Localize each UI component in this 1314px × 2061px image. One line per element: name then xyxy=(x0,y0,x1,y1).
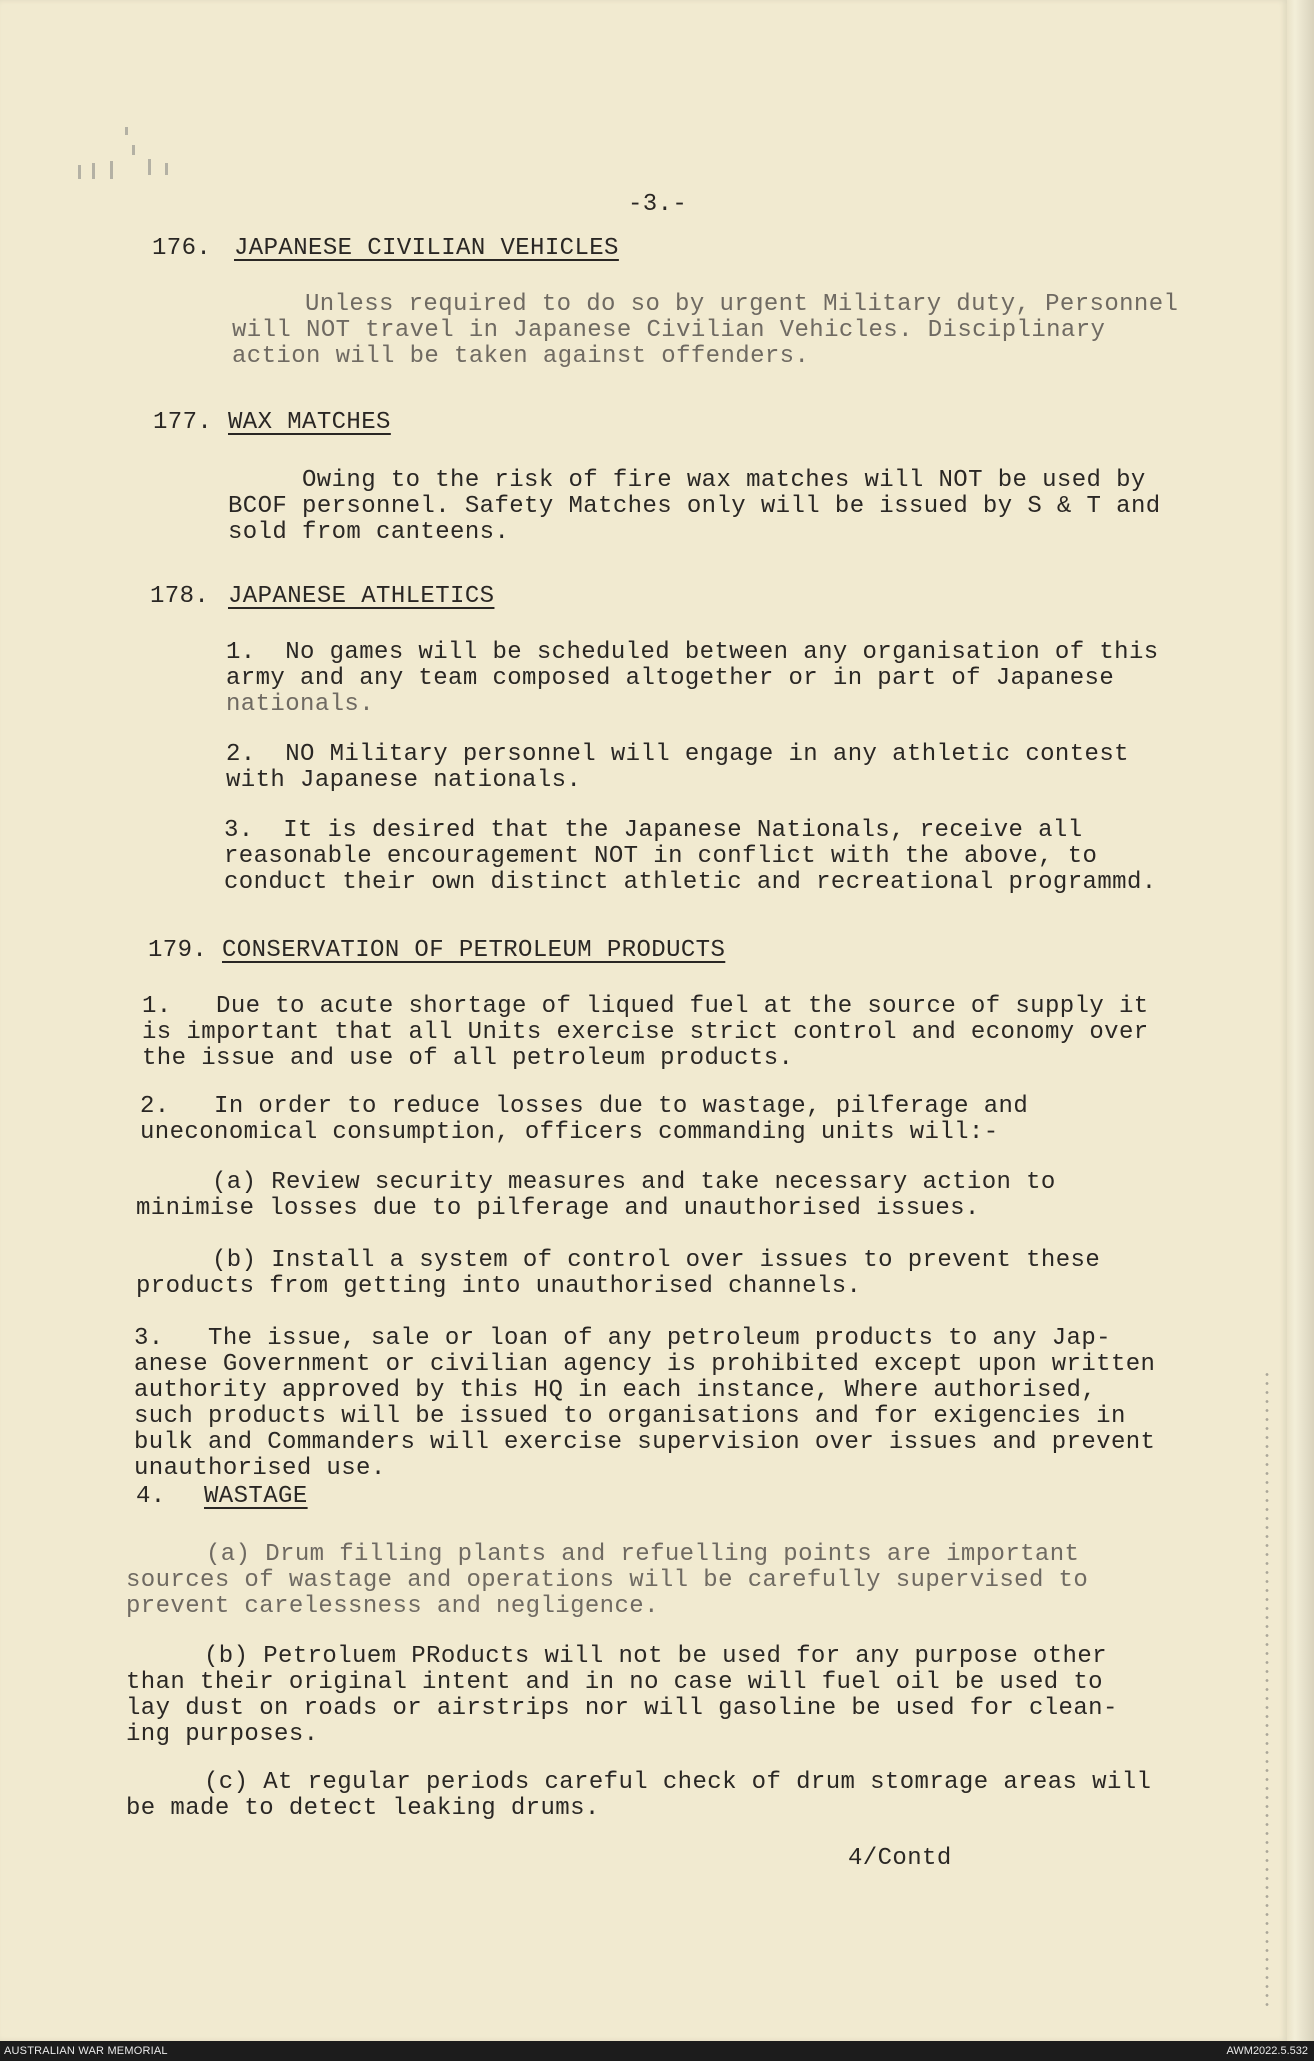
section-176-line-3: action will be taken against offenders. xyxy=(232,343,810,370)
section-179-p3-line-5: bulk and Commanders will exercise supervision over issues and prevent xyxy=(134,1429,1156,1456)
section-4-pa-line-2: sources of wastage and operations will be carefully supervised to xyxy=(126,1567,1089,1594)
section-179-p3-line-6: unauthorised use. xyxy=(134,1455,386,1482)
section-179-p3-line-2: anese Government or civilian agency is prohibited except upon written xyxy=(134,1351,1156,1378)
footer-institution: AUSTRALIAN WAR MEMORIAL xyxy=(4,2045,168,2057)
section-178-p2-line-2: with Japanese nationals. xyxy=(226,767,582,794)
section-178-p1-line-2: army and any team composed altogether or in part of Japanese xyxy=(226,665,1115,692)
section-178-p3-line-3: conduct their own distinct athletic and recreational programmd. xyxy=(224,869,1157,896)
section-179-p3-line-1: 3. The issue, sale or loan of any petroleum products to any Jap- xyxy=(134,1325,1111,1352)
section-178-number: 178. xyxy=(150,583,210,610)
section-178-p3-line-1: 3. It is desired that the Japanese Nationals, receive all xyxy=(224,817,1083,844)
section-4-pa-line-3: prevent carelessness and negligence. xyxy=(126,1593,659,1620)
section-179-number: 179. xyxy=(148,937,208,964)
section-176-number: 176. xyxy=(152,235,212,262)
section-4-pc-line-1: (c) At regular periods careful check of drum stomrage areas will xyxy=(204,1769,1152,1796)
section-177-line-3: sold from canteens. xyxy=(228,519,510,546)
section-179-p3-line-4: such products will be issued to organisations and for exigencies in xyxy=(134,1403,1126,1430)
page-number: -3.- xyxy=(628,191,688,218)
section-178-p1-line-3: nationals. xyxy=(226,691,375,718)
section-177-line-1: Owing to the risk of fire wax matches will NOT be used by xyxy=(302,467,1146,494)
section-179-p1-line-3: the issue and use of all petroleum products. xyxy=(142,1045,794,1072)
footer-reference: AWM2022.5.532 xyxy=(1226,2045,1308,2057)
continued-note: 4/Contd xyxy=(848,1845,952,1872)
section-179-pb-line-2: products from getting into unauthorised channels. xyxy=(136,1273,862,1300)
binding-holes xyxy=(1262,1370,1272,2010)
section-178-p2-line-1: 2. NO Military personnel will engage in any athletic contest xyxy=(226,741,1129,768)
section-176-line-2: will NOT travel in Japanese Civilian Vehicles. Disciplinary xyxy=(232,317,1106,344)
section-179-heading: CONSERVATION OF PETROLEUM PRODUCTS xyxy=(222,937,726,964)
section-4-pb-line-4: ing purposes. xyxy=(126,1721,319,1748)
section-4-number: 4. xyxy=(136,1483,166,1510)
section-177-number: 177. xyxy=(153,409,213,436)
section-179-p2-line-2: uneconomical consumption, officers commanding units will:- xyxy=(140,1119,999,1146)
section-179-pb-line-1: (b) Install a system of control over issues to prevent these xyxy=(212,1247,1101,1274)
section-178-p1-line-1: 1. No games will be scheduled between any organisation of this xyxy=(226,639,1159,666)
section-4-heading: WASTAGE xyxy=(204,1483,308,1510)
section-178-p3-line-2: reasonable encouragement NOT in conflict with the above, to xyxy=(224,843,1098,870)
section-4-pb-line-2: than their original intent and in no case will fuel oil be used to xyxy=(126,1669,1103,1696)
punch-marks xyxy=(70,115,180,195)
section-179-p3-line-3: authority approved by this HQ in each instance, Where authorised, xyxy=(134,1377,1097,1404)
section-4-pc-line-2: be made to detect leaking drums. xyxy=(126,1795,600,1822)
section-179-pa-line-1: (a) Review security measures and take necessary action to xyxy=(212,1169,1056,1196)
archive-footer xyxy=(0,2041,1314,2061)
section-178-heading: JAPANESE ATHLETICS xyxy=(228,583,495,610)
section-179-p2-line-1: 2. In order to reduce losses due to wastage, pilferage and xyxy=(140,1093,1029,1120)
section-179-pa-line-2: minimise losses due to pilferage and unauthorised issues. xyxy=(136,1195,980,1222)
section-4-pb-line-1: (b) Petroluem PRoducts will not be used for any purpose other xyxy=(204,1643,1107,1670)
section-4-pa-line-1: (a) Drum filling plants and refuelling points are important xyxy=(206,1541,1080,1568)
section-179-p1-line-1: 1. Due to acute shortage of liqued fuel at the source of supply it xyxy=(142,993,1149,1020)
section-177-line-2: BCOF personnel. Safety Matches only will be issued by S & T and xyxy=(228,493,1161,520)
section-176-heading: JAPANESE CIVILIAN VEHICLES xyxy=(234,235,619,262)
section-176-line-1: Unless required to do so by urgent Military duty, Personnel xyxy=(305,291,1179,318)
section-177-heading: WAX MATCHES xyxy=(228,409,391,436)
section-179-p1-line-2: is important that all Units exercise strict control and economy over xyxy=(142,1019,1149,1046)
section-4-pb-line-3: lay dust on roads or airstrips nor will gasoline be used for clean- xyxy=(126,1695,1118,1722)
page-edge xyxy=(1287,0,1314,2041)
